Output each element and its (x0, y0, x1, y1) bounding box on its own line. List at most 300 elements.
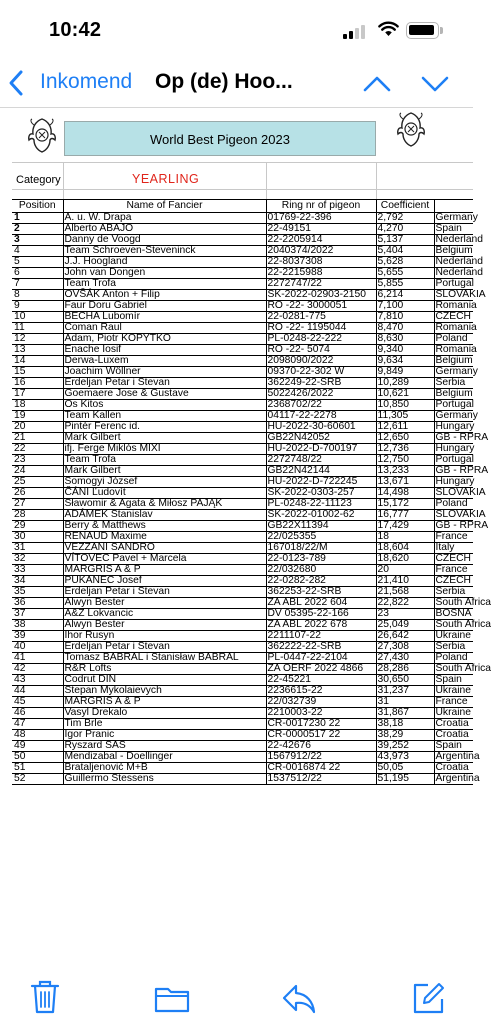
cell-coefficient: 13,233 (376, 466, 434, 477)
cell-position: 9 (12, 301, 63, 312)
cell-coefficient: 50,05 (376, 763, 434, 774)
cell-coefficient: 10,850 (376, 400, 434, 411)
table-row (12, 708, 473, 719)
table-row (12, 279, 473, 290)
cell-coefficient: 18,604 (376, 543, 434, 554)
cell-position: 41 (12, 653, 63, 664)
cell-position: 31 (12, 543, 63, 554)
compose-icon[interactable] (410, 979, 446, 1019)
cell-ring-number: 22-8037308 (266, 257, 376, 268)
cell-position: 3 (12, 235, 63, 246)
table-row (12, 642, 473, 653)
cell-fancier-name: ČÁNI Ľudovít (63, 488, 266, 499)
cell-fancier-name: Alwyn Bester (63, 620, 266, 631)
cell-fancier-name: Ryszard SAS (63, 741, 266, 752)
table-row (12, 499, 473, 510)
cell-country: Argentina (435, 773, 480, 784)
cell-coefficient: 5,855 (376, 279, 434, 290)
table-row (12, 389, 473, 400)
cell-fancier-name: Mendizabal - Doellinger (63, 752, 266, 763)
cell-country: Romania (435, 344, 477, 355)
cell-fancier-name: Os Kitos (63, 400, 266, 411)
cell-coefficient: 5,655 (376, 268, 434, 279)
cell-country: Romania (435, 300, 477, 311)
table-row (12, 741, 473, 752)
cell-country: Ukraine (434, 686, 473, 697)
cell-position: 35 (12, 587, 63, 598)
cell-coefficient: 28,286 (376, 664, 434, 675)
cell-country: Croatia (434, 763, 473, 774)
cell-fancier-name: Codrut DIN (63, 675, 266, 686)
cell-coefficient: 8,470 (376, 323, 434, 334)
cell-country: Portugal (435, 454, 474, 465)
table-row (12, 554, 473, 565)
cell-country: Poland (434, 334, 473, 345)
cell-position: 47 (12, 719, 63, 730)
cell-fancier-name: Faur Doru Gabriel (63, 301, 266, 312)
table-row (12, 345, 473, 356)
cell-coefficient: 14,498 (376, 488, 434, 499)
cell-coefficient: 18,620 (376, 554, 434, 565)
bottom-toolbar (0, 979, 473, 1024)
cell-coefficient: 10,289 (376, 378, 434, 389)
cell-position: 7 (12, 279, 63, 290)
cell-position: 40 (12, 642, 63, 653)
cell-fancier-name: Igor Pranic (63, 730, 266, 741)
cell-coefficient: 27,430 (376, 653, 434, 664)
cell-coefficient: 11,305 (376, 411, 434, 422)
cell-ring-number: 2040374/2022 (266, 246, 376, 257)
cell-ring-number: 22/025355 (266, 532, 376, 543)
category-label: Category (16, 174, 61, 186)
cell-fancier-name: Stepan Mykolaievych (63, 686, 266, 697)
cell-position: 43 (12, 675, 63, 686)
cell-position: 27 (12, 499, 63, 510)
cell-country: Germany (435, 410, 478, 421)
battery-icon (406, 22, 439, 39)
cell-country: BOSNA (435, 608, 472, 619)
cell-position: 5 (12, 257, 63, 268)
cell-coefficient: 5,628 (376, 257, 434, 268)
cell-country: Ukraine (434, 708, 473, 719)
table-row (12, 224, 473, 235)
cell-ring-number: SK-2022-01002-62 (266, 510, 376, 521)
table-row (12, 323, 473, 334)
cell-coefficient: 22,822 (376, 598, 434, 609)
table-row (12, 521, 473, 532)
wifi-icon (378, 21, 399, 37)
cell-fancier-name: Goemaere Jose & Gustave (63, 389, 266, 400)
table-row (12, 411, 473, 422)
cell-position: 14 (12, 356, 63, 367)
cell-coefficient: 31,867 (376, 708, 434, 719)
cell-ring-number: 09370-22-302 W (266, 367, 376, 378)
cell-position: 25 (12, 477, 63, 488)
cell-fancier-name: Guillermo Stessens (63, 774, 266, 785)
cell-position: 36 (12, 598, 63, 609)
cell-coefficient: 20 (376, 565, 434, 576)
cell-fancier-name: MARGRIS A & P (63, 565, 266, 576)
table-row (12, 763, 473, 774)
cell-country: Ukraine (434, 631, 473, 642)
cell-country: Serbia (434, 642, 473, 653)
cell-coefficient: 23 (376, 609, 434, 620)
cell-fancier-name: Team Kallen (63, 411, 266, 422)
cell-coefficient: 2,792 (376, 213, 434, 224)
cell-position: 37 (12, 609, 63, 620)
cell-coefficient: 12,750 (376, 455, 434, 466)
cell-fancier-name: Joachim Wöllner (63, 367, 266, 378)
cell-fancier-name: Team Trofa (63, 279, 266, 290)
table-row (12, 587, 473, 598)
cell-ring-number: 22-0123-789 (266, 554, 376, 565)
cell-position: 23 (12, 455, 63, 466)
cell-country: Portugal (435, 278, 474, 289)
cell-position: 42 (12, 664, 63, 675)
cell-ring-number: GB22N42052 (266, 433, 376, 444)
cell-ring-number: RO -22- 5074 (266, 345, 376, 356)
cell-position: 17 (12, 389, 63, 400)
cell-country: Spain (434, 224, 473, 235)
cell-position: 52 (12, 774, 63, 785)
cell-ring-number: PL-0248-22-11123 (266, 499, 376, 510)
cell-coefficient: 21,568 (376, 587, 434, 598)
cell-coefficient: 7,100 (376, 301, 434, 312)
cell-coefficient: 8,630 (376, 334, 434, 345)
cell-coefficient: 38,18 (376, 719, 434, 730)
cell-fancier-name: Somogyi József (63, 477, 266, 488)
cell-country: SLOVAKIA (435, 487, 486, 498)
cell-fancier-name: ifj. Ferge Miklós MIXI (63, 444, 266, 455)
cell-coefficient: 21,410 (376, 576, 434, 587)
cell-ring-number: 1537512/22 (266, 774, 376, 785)
cell-ring-number: 04117-22-2278 (266, 411, 376, 422)
cell-coefficient: 31,237 (376, 686, 434, 697)
cell-coefficient: 27,308 (376, 642, 434, 653)
cell-position: 20 (12, 422, 63, 433)
cell-ring-number: HU-2022-30-60601 (266, 422, 376, 433)
table-row (12, 730, 473, 741)
cell-country: Croatia (434, 719, 473, 730)
cell-coefficient: 7,810 (376, 312, 434, 323)
table-row (12, 532, 473, 543)
table-row (12, 697, 473, 708)
cell-fancier-name: Erdeljan Petar i Stevan (63, 378, 266, 389)
cell-fancier-name: Tomasz BABRAL i Stanisław BABRAL (63, 653, 266, 664)
cell-country: Italy (434, 543, 473, 554)
cell-ring-number: 22/032680 (266, 565, 376, 576)
cell-fancier-name: Pintér Ferenc id. (63, 422, 266, 433)
cell-position: 30 (12, 532, 63, 543)
cell-coefficient: 6,214 (376, 290, 434, 301)
cell-fancier-name: J.J. Hoogland (63, 257, 266, 268)
previous-message-chevron-up-icon[interactable] (362, 71, 392, 97)
cell-position: 19 (12, 411, 63, 422)
cell-position: 51 (12, 763, 63, 774)
cell-position: 15 (12, 367, 63, 378)
grid-line (12, 162, 473, 163)
cell-country: Hungary (435, 443, 475, 454)
cell-position: 49 (12, 741, 63, 752)
grid-line (266, 162, 267, 199)
column-header-coefficient: Coefficient (376, 200, 434, 213)
cell-ring-number: 22-49151 (266, 224, 376, 235)
cell-country: SLOVAKIA (435, 509, 486, 520)
table-row (12, 422, 473, 433)
cell-position: 44 (12, 686, 63, 697)
table-row (12, 477, 473, 488)
back-button[interactable]: Inkomend (40, 70, 133, 93)
cell-fancier-name: Coman Raul (63, 323, 266, 334)
cell-fancier-name: OVŠÁK Anton + Filip (63, 290, 266, 301)
cell-coefficient: 9,849 (376, 367, 434, 378)
folder-icon[interactable] (153, 979, 191, 1019)
cell-coefficient: 30,650 (376, 675, 434, 686)
cell-country: Romania (435, 322, 477, 333)
cell-ring-number: HU-2022-D-722245 (266, 477, 376, 488)
table-row (12, 455, 473, 466)
cell-coefficient: 12,611 (376, 422, 434, 433)
table-row (12, 620, 473, 631)
cell-fancier-name: Alwyn Bester (63, 598, 266, 609)
cell-fancier-name: Erdeljan Petar i Stevan (63, 642, 266, 653)
table-row (12, 466, 473, 477)
cell-country: Argentina (435, 751, 480, 762)
cell-country: Nederland (435, 256, 484, 267)
cell-country: SLOVAKIA (435, 289, 486, 300)
cell-country: Belgium (435, 355, 473, 366)
cell-position: 45 (12, 697, 63, 708)
cell-coefficient: 31 (376, 697, 434, 708)
cell-position: 10 (12, 312, 63, 323)
table-row (12, 367, 473, 378)
cell-fancier-name: A. u. W. Drapa (63, 213, 266, 224)
cell-coefficient: 15,172 (376, 499, 434, 510)
cell-ring-number: 22-45221 (266, 675, 376, 686)
cell-country: Belgium (435, 245, 473, 256)
cell-ring-number: 362253-22-SRB (266, 587, 376, 598)
cell-coefficient: 26,642 (376, 631, 434, 642)
status-time: 10:42 (49, 19, 102, 41)
table-row (12, 631, 473, 642)
cell-ring-number: 01769-22-396 (266, 213, 376, 224)
cell-position: 16 (12, 378, 63, 389)
reply-icon[interactable] (280, 979, 318, 1019)
cell-ring-number: 22-0282-282 (266, 576, 376, 587)
cell-country: GB - RPRA (435, 520, 489, 531)
cell-ring-number: GB22N42144 (266, 466, 376, 477)
table-row (12, 268, 473, 279)
cell-ring-number: 22-0281-775 (266, 312, 376, 323)
cell-position: 12 (12, 334, 63, 345)
cell-fancier-name: Adam, Piotr KOPYTKO (63, 334, 266, 345)
cell-fancier-name: Erdeljan Petar i Stevan (63, 587, 266, 598)
cell-position: 18 (12, 400, 63, 411)
nav-title: Op (de) Hoo... (155, 70, 293, 93)
table-row (12, 675, 473, 686)
cell-country: France (434, 532, 473, 543)
cell-coefficient: 51,195 (376, 774, 434, 785)
cell-ring-number: PL-0447-22-2104 (266, 653, 376, 664)
cell-ring-number: 22/032739 (266, 697, 376, 708)
sheet-title: World Best Pigeon 2023 (64, 121, 376, 156)
cell-fancier-name: Tim Brle (63, 719, 266, 730)
cell-fancier-name: Team Schroeven-Steveninck (63, 246, 266, 257)
cell-ring-number: 5022426/2022 (266, 389, 376, 400)
cell-position: 38 (12, 620, 63, 631)
cell-country: Croatia (434, 730, 473, 741)
trash-icon[interactable] (28, 979, 62, 1019)
cell-country: GB - RPRA (435, 432, 489, 443)
cell-ring-number: 22-2215988 (266, 268, 376, 279)
cell-ring-number: 362222-22-SRB (266, 642, 376, 653)
cell-ring-number: 2272748/22 (266, 455, 376, 466)
cell-ring-number: 2236615-22 (266, 686, 376, 697)
cell-position: 1 (12, 213, 63, 224)
cell-ring-number: CR-0017230 22 (266, 719, 376, 730)
grid-line (376, 162, 377, 199)
table-row (12, 664, 473, 675)
cell-country: Poland (434, 499, 473, 510)
cell-coefficient: 13,671 (376, 477, 434, 488)
cell-position: 24 (12, 466, 63, 477)
cell-country: Serbia (434, 587, 473, 598)
cell-fancier-name: Enache Iosif (63, 345, 266, 356)
cell-ring-number: 1567912/22 (266, 752, 376, 763)
cell-coefficient: 5,137 (376, 235, 434, 246)
cell-ring-number: SK-2022-02903-2150 (266, 290, 376, 301)
cell-position: 48 (12, 730, 63, 741)
cell-fancier-name: VÍTOVEC Pavel + Marcela (63, 554, 266, 565)
grid-line (12, 189, 473, 190)
table-row (12, 257, 473, 268)
cell-position: 46 (12, 708, 63, 719)
cell-coefficient: 17,429 (376, 521, 434, 532)
table-row (12, 213, 473, 224)
cell-country: GB - RPRA (435, 465, 489, 476)
table-row (12, 488, 473, 499)
cell-country: CZECH (434, 554, 473, 565)
table-row (12, 246, 473, 257)
cell-ring-number: 2098090/2022 (266, 356, 376, 367)
table-row (12, 444, 473, 455)
table-row (12, 576, 473, 587)
cell-ring-number: CR-0000517 22 (266, 730, 376, 741)
cell-coefficient: 25,049 (376, 620, 434, 631)
table-row (12, 598, 473, 609)
table-row (12, 433, 473, 444)
cell-country: Spain (434, 741, 473, 752)
cell-fancier-name: Team Trofa (63, 455, 266, 466)
grid-line (63, 162, 64, 199)
cell-country: South Africa (435, 663, 491, 674)
column-header-country (434, 200, 473, 213)
cell-fancier-name: BECHA Lubomír (63, 312, 266, 323)
cell-ring-number: DV 05395-22-166 (266, 609, 376, 620)
table-row (12, 774, 473, 785)
status-bar (0, 0, 473, 60)
cell-position: 11 (12, 323, 63, 334)
cell-fancier-name: Alberto ABAJO (63, 224, 266, 235)
cell-country: Belgium (435, 388, 473, 399)
cell-ring-number: 2211107-22 (266, 631, 376, 642)
table-row (12, 235, 473, 246)
cell-ring-number: ZA ABL 2022 678 (266, 620, 376, 631)
cell-position: 32 (12, 554, 63, 565)
cell-country: Germany (435, 366, 478, 377)
back-chevron-icon[interactable] (6, 68, 28, 98)
table-row (12, 510, 473, 521)
cell-coefficient: 38,29 (376, 730, 434, 741)
battery-tip (440, 27, 443, 34)
cell-coefficient: 12,736 (376, 444, 434, 455)
column-header-position: Position (12, 200, 63, 213)
cell-country: Hungary (435, 421, 475, 432)
cell-fancier-name: John van Dongen (63, 268, 266, 279)
cell-ring-number: SK-2022-0303-257 (266, 488, 376, 499)
cell-country: CZECH (434, 312, 473, 323)
cell-fancier-name: Danny de Voogd (63, 235, 266, 246)
nav-bar (0, 60, 473, 108)
table-row (12, 400, 473, 411)
cell-fancier-name: R&R Lofts (63, 664, 266, 675)
cell-ring-number: HU-2022-D-700197 (266, 444, 376, 455)
table-row (12, 290, 473, 301)
cell-country: France (434, 565, 473, 576)
cell-ring-number: ZA ABL 2022 604 (266, 598, 376, 609)
cell-position: 50 (12, 752, 63, 763)
cell-ring-number: 22-2205914 (266, 235, 376, 246)
cell-coefficient: 10,621 (376, 389, 434, 400)
column-header-ring: Ring nr of pigeon (266, 200, 376, 213)
cell-fancier-name: MARGRIS A & P (63, 697, 266, 708)
cell-position: 39 (12, 631, 63, 642)
cell-country: Germany (435, 212, 478, 223)
cell-fancier-name: Mark Gilbert (63, 433, 266, 444)
cell-country: France (434, 697, 473, 708)
cell-coefficient: 4,270 (376, 224, 434, 235)
cell-country: Serbia (434, 378, 473, 389)
next-message-chevron-down-icon[interactable] (420, 71, 450, 97)
cell-ring-number: CR-0016874 22 (266, 763, 376, 774)
cell-coefficient: 18 (376, 532, 434, 543)
cell-ring-number: RO -22- 1195044 (266, 323, 376, 334)
cell-fancier-name: Sławomir & Agata & Miłosz PAJĄK (63, 499, 266, 510)
cell-ring-number: 362249-22-SRB (266, 378, 376, 389)
cell-country: Portugal (435, 399, 474, 410)
cell-ring-number: RO -22- 3000051 (266, 301, 376, 312)
cell-coefficient: 9,634 (376, 356, 434, 367)
cell-fancier-name: RENAUD Maxime (63, 532, 266, 543)
table-row (12, 356, 473, 367)
cell-position: 29 (12, 521, 63, 532)
table-row (12, 752, 473, 763)
cell-country: Hungary (435, 476, 475, 487)
cell-coefficient: 12,650 (376, 433, 434, 444)
cell-fancier-name: ADÁMEK Stanislav (63, 510, 266, 521)
cell-ring-number: PL-0248-22-222 (266, 334, 376, 345)
cell-coefficient: 39,252 (376, 741, 434, 752)
spreadsheet-attachment[interactable] (12, 109, 491, 979)
cell-coefficient: 9,340 (376, 345, 434, 356)
cell-coefficient: 43,973 (376, 752, 434, 763)
table-row (12, 653, 473, 664)
cell-position: 6 (12, 268, 63, 279)
cell-position: 2 (12, 224, 63, 235)
cell-fancier-name: Berry & Matthews (63, 521, 266, 532)
cell-fancier-name: Ihor Rusyn (63, 631, 266, 642)
cell-position: 34 (12, 576, 63, 587)
